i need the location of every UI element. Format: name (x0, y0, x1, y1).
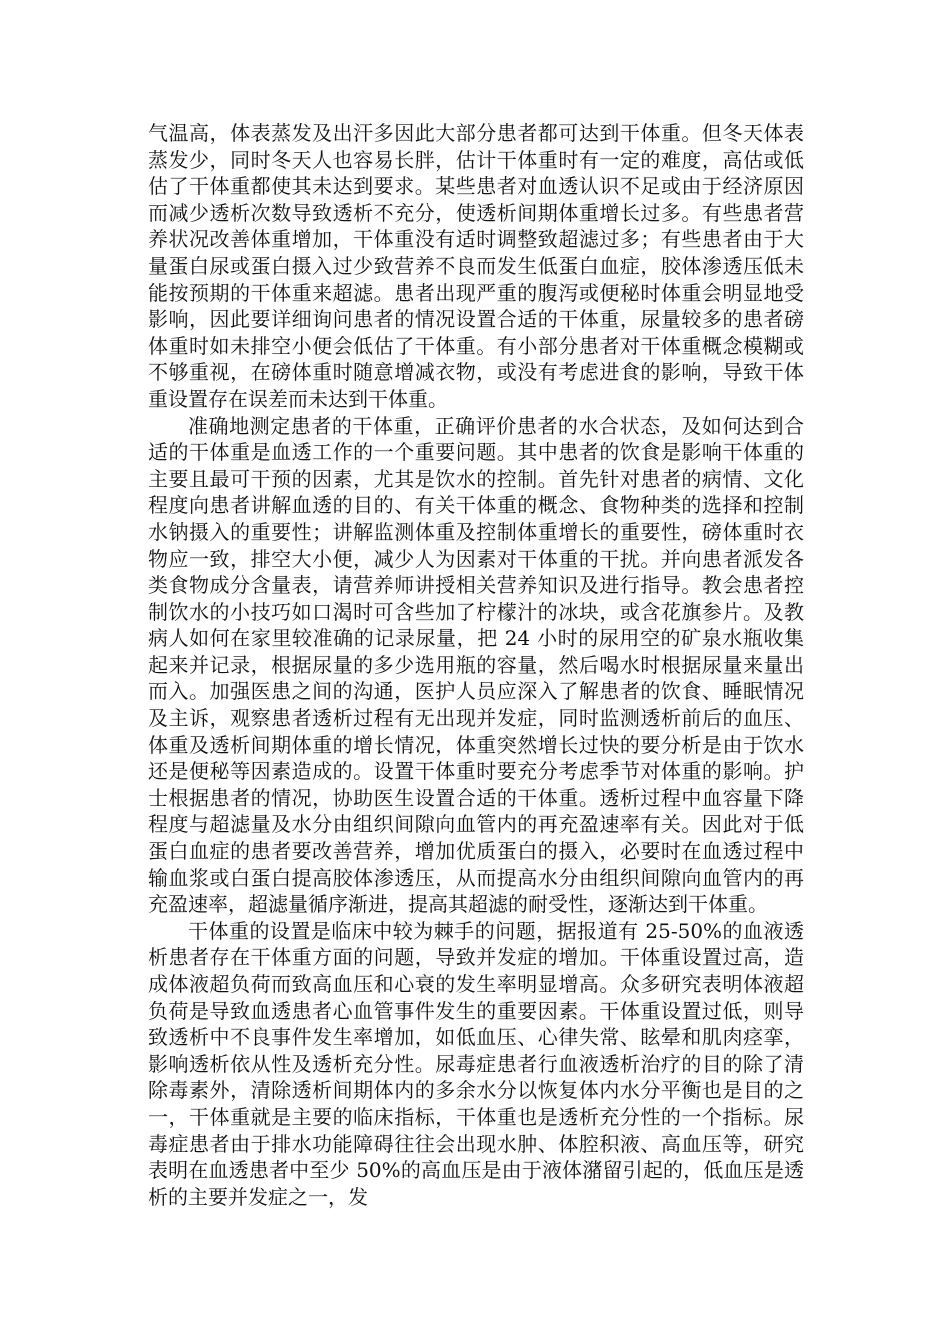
paragraph-continued: 气温高，体表蒸发及出汗多因此大部分患者都可达到干体重。但冬天体表蒸发少，同时冬天人也容易长胖，估计干体重时有一定的难度，高估或低估了干体重都使其未达到要求。某些患者对血透认识不足或由于经济原因而减少透析次数导致透析不充分，使透析间期体重增长过多。有些患者营养状况改善体重增加，干体重没有适时调整致超滤过多；有些患者由于大量蛋白尿或蛋白摄入过少致营养不良而发生低蛋白血症，胶体渗透压低未能按预期的干体重来超滤。患者出现严重的腹泻或便秘时体重会明显地受影响，因此要详细询问患者的情况设置合适的干体重，尿量较多的患者磅体重时如未排空小便会低估了干体重。有小部分患者对干体重概念模糊或不够重视，在磅体重时随意增减衣物，或没有考虑进食的影响，导致干体重设置存在误差而未达到干体重。 (148, 121, 804, 411)
paragraph-dry-weight-measurement: 准确地测定患者的干体重，正确评价患者的水合状态，及如何达到合适的干体重是血透工作的一个重要问题。其中患者的饮食是影响干体重的主要且最可干预的因素，尤其是饮水的控制。首先针对患者的病情、文化程度向患者讲解血透的目的、有关干体重的概念、食物种类的选择和控制水钠摄入的重要性；讲解监测体重及控制体重增长的重要性，磅体重时衣物应一致，排空大小便，减少人为因素对干体重的干扰。并向患者派发各类食物成分含量表，请营养师讲授相关营养知识及进行指导。教会患者控制饮水的小技巧如口渴时可含些加了柠檬汁的冰块，或含花旗参片。及教病人如何在家里较准确的记录尿量，把 24 小时的尿用空的矿泉水瓶收集起来并记录，根据尿量的多少选用瓶的容量，然后喝水时根据尿量来量出而入。加强医患之间的沟通，医护人员应深入了解患者的饮食、睡眠情况及主诉，观察患者透析过程有无出现并发症，同时监测透析前后的血压、体重及透析间期体重的增长情况，体重突然增长过快的要分析是由于饮水还是便秘等因素造成的。设置干体重时要充分考虑季节对体重的影响。护士根据患者的情况，协助医生设置合适的干体重。透析过程中血容量下降程度与超滤量及水分由组织间隙向血管内的再充盈速率有关。因此对于低蛋白血症的患者要改善营养，增加优质蛋白的摄入，必要时在血透过程中输血浆或白蛋白提高胶体渗透压，从而提高水分由组织间隙向血管内的再充盈速率，超滤量循序渐进，提高其超滤的耐受性，逐渐达到干体重。 (148, 413, 804, 917)
paragraph-dry-weight-setting: 干体重的设置是临床中较为棘手的问题，据报道有 25-50%的血液透析患者存在干体重方面的问题，导致并发症的增加。干体重设置过高，造成体液超负荷而致高血压和心衰的发生率明显增高。众多研究表明体液超负荷是导致血透患者心血管事件发生的重要因素。干体重设置过低，则导致透析中不良事件发生率增加，如低血压、心律失常、眩晕和肌肉痉挛，影响透析依从性及透析充分性。尿毒症患者行血液透析治疗的目的除了清除毒素外，清除透析间期体内的多余水分以恢复体内水分平衡也是目的之一，干体重就是主要的临床指标，干体重也是透析充分性的一个指标。尿毒症患者由于排水功能障碍往往会出现水肿、体腔积液、高血压等，研究表明在血透患者中至少 50%的高血压是由于液体潴留引起的，低血压是透析的主要并发症之一，发 (148, 918, 804, 1209)
document-page (148, 120, 804, 1210)
